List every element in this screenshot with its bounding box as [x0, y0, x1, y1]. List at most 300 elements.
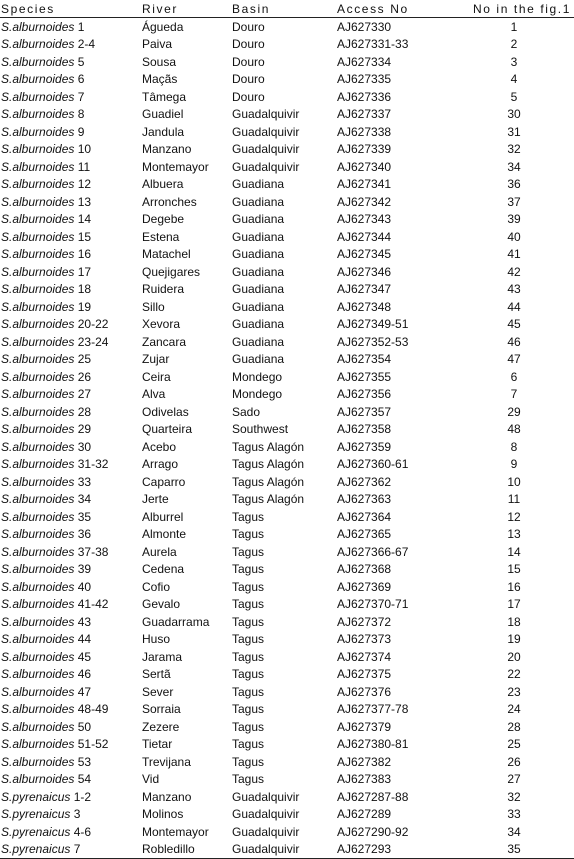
table-row: [0, 438, 574, 456]
basin-cell: Douro: [232, 54, 265, 69]
access-no-cell: AJ627363: [337, 492, 392, 507]
species-name: S.alburnoides: [1, 299, 75, 314]
table-row: [0, 281, 574, 299]
specimen-id: 8: [77, 107, 85, 122]
table-row: [0, 718, 574, 736]
table-row: [0, 141, 574, 159]
table-row: [0, 53, 574, 71]
species-cell: [0, 596, 142, 614]
basin-cell: Douro: [232, 37, 265, 52]
fig-number-cell: 14: [507, 544, 521, 559]
river-cell: Quarteira: [142, 422, 193, 437]
fig-number-cell: 34: [507, 824, 521, 839]
fig-number-cell: 3: [510, 54, 518, 69]
specimen-id: 43: [77, 614, 92, 629]
table-body: [0, 18, 574, 859]
species-name: S.alburnoides: [1, 89, 75, 104]
fig-number-cell: 32: [507, 142, 521, 157]
river-cell: Manzano: [142, 142, 192, 157]
specimen-id: 16: [77, 247, 92, 262]
table-row: [0, 578, 574, 596]
fig-number-cell: 26: [507, 754, 521, 769]
access-no-cell: AJ627287-88: [337, 789, 409, 804]
species-cell: [0, 473, 142, 491]
river-cell: Estena: [142, 229, 180, 244]
species-name: S.alburnoides: [1, 142, 75, 157]
basin-cell: Guadalquivir: [232, 841, 337, 859]
specimen-id: 20-22: [77, 317, 109, 332]
species-name: S.alburnoides: [1, 667, 75, 682]
table-row: [0, 71, 574, 89]
fig-number-cell: 6: [510, 369, 518, 384]
specimen-id: 11: [77, 159, 91, 174]
specimen-id: 45: [77, 649, 92, 664]
species-name: S.alburnoides: [1, 737, 75, 752]
table-row: [0, 246, 574, 264]
species-cell: [0, 228, 142, 246]
access-no-cell: AJ627360-61: [337, 457, 409, 472]
basin-cell: Guadiana: [232, 194, 285, 209]
access-no-cell: AJ627340: [337, 159, 392, 174]
species-cell: [0, 106, 142, 124]
basin-cell: Guadalquivir: [232, 789, 300, 804]
fig-number-cell: 13: [507, 527, 521, 542]
table-row: [0, 736, 574, 754]
specimen-id: 30: [77, 439, 92, 454]
basin-cell: Guadalquivir: [232, 107, 300, 122]
species-cell: [0, 806, 142, 824]
table-row: [0, 211, 574, 229]
table-row: [0, 193, 574, 211]
species-name: S.pyrenaicus: [1, 824, 71, 839]
fig-number-cell: 31: [507, 124, 521, 139]
river-cell: Paiva: [142, 37, 173, 52]
species-cell: [0, 36, 142, 54]
species-name: S.alburnoides: [1, 177, 75, 192]
basin-cell: Guadalquivir: [232, 824, 300, 839]
river-cell: Sertã: [142, 667, 171, 682]
access-no-cell: AJ627334: [337, 54, 392, 69]
table-row: [0, 841, 574, 859]
fig-number-cell: 18: [507, 614, 521, 629]
access-no-cell: AJ627372: [337, 614, 392, 629]
specimen-id: 7: [73, 842, 81, 857]
species-name: S.alburnoides: [1, 527, 75, 542]
species-name: S.alburnoides: [1, 544, 75, 559]
fig-number-cell: 32: [507, 789, 521, 804]
specimen-id: 23-24: [77, 334, 109, 349]
access-no-cell: AJ627357: [337, 404, 392, 419]
fig-number-cell: 41: [507, 247, 521, 262]
river-cell: Maçãs: [142, 72, 178, 87]
species-name: S.alburnoides: [1, 159, 75, 174]
species-cell: [0, 316, 142, 334]
header-species: Species: [0, 0, 142, 18]
specimen-id: 46: [77, 667, 92, 682]
river-cell: Montemayor: [142, 159, 209, 174]
header-basin: Basin: [232, 0, 337, 18]
basin-cell: Guadiana: [232, 352, 285, 367]
species-cell: [0, 141, 142, 159]
fig-number-cell: 2: [510, 37, 518, 52]
species-name: S.pyrenaicus: [1, 807, 71, 822]
specimen-id: 25: [77, 352, 92, 367]
species-cell: [0, 666, 142, 684]
river-cell: Cofio: [142, 579, 171, 594]
river-cell: Huso: [142, 632, 171, 647]
species-name: S.alburnoides: [1, 632, 75, 647]
access-no-cell: AJ627366-67: [337, 544, 409, 559]
access-no-cell: AJ627349-51: [337, 317, 409, 332]
species-cell: [0, 88, 142, 106]
species-name: S.alburnoides: [1, 317, 75, 332]
species-cell: [0, 578, 142, 596]
table-row: [0, 596, 574, 614]
basin-cell: Guadiana: [232, 282, 285, 297]
fig-number-cell: 44: [507, 299, 521, 314]
access-no-cell: AJ627374: [337, 649, 392, 664]
basin-cell: Douro: [232, 72, 265, 87]
basin-cell: Tagus Alagón: [232, 439, 305, 454]
fig-number-cell: 12: [507, 509, 521, 524]
species-cell: [0, 631, 142, 649]
table-row: [0, 158, 574, 176]
access-no-cell: AJ627358: [337, 422, 392, 437]
species-name: S.alburnoides: [1, 19, 75, 34]
specimen-id: 39: [77, 562, 92, 577]
species-name: S.alburnoides: [1, 352, 75, 367]
specimen-id: 26: [77, 369, 92, 384]
specimen-id: 4-6: [73, 824, 92, 839]
species-cell: [0, 123, 142, 141]
basin-cell: Sado: [232, 404, 261, 419]
access-no-cell: AJ627290-92: [337, 824, 409, 839]
basin-cell: Tagus: [232, 754, 265, 769]
species-cell: [0, 298, 142, 316]
river-cell: Sever: [142, 684, 174, 699]
river-cell: Tietar: [142, 737, 173, 752]
basin-cell: Tagus: [232, 614, 265, 629]
species-name: S.pyrenaicus: [1, 842, 71, 857]
species-cell: [0, 788, 142, 806]
access-no-cell: AJ627364: [337, 509, 392, 524]
fig-number-cell: 5: [510, 89, 518, 104]
fig-number-cell: 30: [507, 107, 521, 122]
access-no-cell: AJ627336: [337, 89, 392, 104]
table-row: [0, 526, 574, 544]
specimen-id: 3: [73, 807, 81, 822]
table-row: [0, 228, 574, 246]
river-cell: Gevalo: [142, 597, 181, 612]
specimen-id: 35: [77, 509, 92, 524]
table-row: [0, 666, 574, 684]
species-name: S.alburnoides: [1, 387, 75, 402]
access-no-cell: AJ627354: [337, 352, 392, 367]
table-row: [0, 683, 574, 701]
access-no-cell: AJ627373: [337, 632, 392, 647]
species-cell: [0, 841, 142, 859]
access-no-cell: AJ627376: [337, 684, 392, 699]
access-no-cell: AJ627343: [337, 212, 392, 227]
river-cell: Acebo: [142, 439, 177, 454]
species-name: S.alburnoides: [1, 247, 75, 262]
table-row: [0, 613, 574, 631]
species-name: S.alburnoides: [1, 562, 75, 577]
table-row: [0, 316, 574, 334]
species-name: S.alburnoides: [1, 474, 75, 489]
river-cell: Arrago: [142, 457, 179, 472]
species-cell: [0, 18, 142, 36]
specimen-id: 10: [77, 142, 92, 157]
fig-number-cell: 46: [507, 334, 521, 349]
basin-cell: Guadiana: [232, 229, 285, 244]
access-no-cell: AJ627289: [337, 807, 392, 822]
header-fig-number: No in the fig.1: [454, 0, 574, 18]
specimen-id: 28: [77, 404, 92, 419]
fig-number-cell: 40: [507, 229, 521, 244]
species-cell: [0, 176, 142, 194]
access-no-cell: AJ627382: [337, 754, 392, 769]
access-no-cell: AJ627377-78: [337, 702, 409, 717]
basin-cell: Tagus: [232, 509, 265, 524]
fig-number-cell: 27: [507, 772, 521, 787]
basin-cell: Tagus Alagón: [232, 457, 305, 472]
access-no-cell: AJ627347: [337, 282, 392, 297]
river-cell: Zancara: [142, 334, 187, 349]
species-name: S.pyrenaicus: [1, 789, 71, 804]
basin-cell: Tagus: [232, 737, 265, 752]
fig-number-cell: 9: [510, 457, 518, 472]
fig-number-cell: 16: [507, 579, 521, 594]
species-cell: [0, 351, 142, 369]
access-no-cell: AJ627341: [337, 177, 392, 192]
fig-number-cell: 19: [507, 632, 521, 647]
fig-number-cell: 39: [507, 212, 521, 227]
basin-cell: Tagus: [232, 632, 265, 647]
basin-cell: Guadalquivir: [232, 124, 300, 139]
river-cell: Degebe: [142, 212, 185, 227]
specimen-id: 7: [77, 89, 85, 104]
river-cell: Caparro: [142, 474, 186, 489]
basin-cell: Guadalquivir: [232, 142, 300, 157]
river-cell: Arronches: [142, 194, 197, 209]
river-cell: Zezere: [142, 719, 180, 734]
river-cell: Jerte: [142, 492, 169, 507]
river-cell: Aurela: [142, 544, 177, 559]
fig-number-cell: 25: [507, 737, 521, 752]
fig-number-cell: 35: [454, 841, 574, 859]
specimen-id: 14: [77, 212, 92, 227]
basin-cell: Tagus: [232, 702, 265, 717]
table-row: [0, 176, 574, 194]
access-no-cell: AJ627380-81: [337, 737, 409, 752]
table-row: [0, 106, 574, 124]
basin-cell: Douro: [232, 19, 265, 34]
access-no-cell: AJ627375: [337, 667, 392, 682]
species-cell: [0, 438, 142, 456]
river-cell: Jarama: [142, 649, 183, 664]
species-cell: [0, 211, 142, 229]
species-cell: [0, 526, 142, 544]
river-cell: Albuera: [142, 177, 184, 192]
species-cell: [0, 491, 142, 509]
fig-number-cell: 45: [507, 317, 521, 332]
specimen-id: 47: [77, 684, 92, 699]
fig-number-cell: 48: [507, 422, 521, 437]
species-cell: [0, 71, 142, 89]
basin-cell: Southwest: [232, 422, 289, 437]
species-name: S.alburnoides: [1, 54, 75, 69]
river-cell: Alburrel: [142, 509, 184, 524]
basin-cell: Tagus: [232, 667, 265, 682]
basin-cell: Tagus: [232, 562, 265, 577]
table-row: [0, 648, 574, 666]
specimen-id: 31-32: [77, 457, 109, 472]
species-name: S.alburnoides: [1, 649, 75, 664]
species-cell: [0, 456, 142, 474]
access-no-cell: AJ627335: [337, 72, 392, 87]
fig-number-cell: 8: [510, 439, 518, 454]
river-cell: Guadarrama: [142, 614, 210, 629]
species-name: S.alburnoides: [1, 212, 75, 227]
fig-number-cell: 4: [510, 72, 518, 87]
specimen-id: 51-52: [77, 737, 109, 752]
species-name: S.alburnoides: [1, 194, 75, 209]
basin-cell: Guadiana: [232, 317, 285, 332]
fig-number-cell: 34: [507, 159, 521, 174]
species-name: S.alburnoides: [1, 492, 75, 507]
species-name: S.alburnoides: [1, 702, 75, 717]
species-cell: [0, 718, 142, 736]
access-no-cell: AJ627362: [337, 474, 392, 489]
basin-cell: Tagus: [232, 544, 265, 559]
table-row: [0, 631, 574, 649]
basin-cell: Mondego: [232, 387, 283, 402]
specimen-id: 1-2: [73, 789, 92, 804]
species-cell: [0, 333, 142, 351]
access-no-cell: AJ627370-71: [337, 597, 409, 612]
river-cell: Montemayor: [142, 824, 209, 839]
access-no-cell: AJ627355: [337, 369, 392, 384]
fig-number-cell: 33: [507, 807, 521, 822]
species-name: S.alburnoides: [1, 334, 75, 349]
access-no-cell: AJ627369: [337, 579, 392, 594]
basin-cell: Tagus Alagón: [232, 474, 305, 489]
specimen-id: 15: [77, 229, 92, 244]
river-cell: Robledillo: [142, 841, 232, 859]
table-row: [0, 561, 574, 579]
basin-cell: Tagus: [232, 527, 265, 542]
table-row: [0, 421, 574, 439]
fig-number-cell: 29: [507, 404, 521, 419]
fig-number-cell: 11: [507, 492, 521, 507]
access-no-cell: AJ627365: [337, 527, 392, 542]
fig-number-cell: 28: [507, 719, 521, 734]
river-cell: Trevijana: [142, 754, 191, 769]
access-no-cell: AJ627348: [337, 299, 392, 314]
specimen-id: 5: [77, 54, 85, 69]
species-name: S.alburnoides: [1, 772, 75, 787]
river-cell: Águeda: [142, 19, 184, 34]
fig-number-cell: 47: [507, 352, 521, 367]
table-row: [0, 456, 574, 474]
access-no-cell: AJ627368: [337, 562, 392, 577]
river-cell: Sousa: [142, 54, 177, 69]
access-no-cell: AJ627344: [337, 229, 392, 244]
basin-cell: Tagus: [232, 719, 265, 734]
river-cell: Zujar: [142, 352, 170, 367]
table-row: [0, 823, 574, 841]
river-cell: Sorraia: [142, 702, 181, 717]
table-row: [0, 701, 574, 719]
access-no-cell: AJ627331-33: [337, 37, 409, 52]
header-access-no: Access No: [337, 0, 454, 18]
table-row: [0, 473, 574, 491]
species-cell: [0, 701, 142, 719]
basin-cell: Tagus: [232, 649, 265, 664]
access-no-cell: AJ627293: [337, 841, 454, 859]
specimen-id: 54: [77, 772, 92, 787]
table-row: [0, 298, 574, 316]
species-cell: [0, 263, 142, 281]
table-row: [0, 753, 574, 771]
fig-number-cell: 22: [507, 667, 521, 682]
river-cell: Manzano: [142, 789, 192, 804]
specimen-id: 53: [77, 754, 92, 769]
species-cell: [0, 386, 142, 404]
specimen-id: 48-49: [77, 702, 109, 717]
species-cell: [0, 508, 142, 526]
specimen-id: 13: [77, 194, 92, 209]
basin-cell: Tagus: [232, 579, 265, 594]
table-row: [0, 508, 574, 526]
species-name: S.alburnoides: [1, 404, 75, 419]
specimen-id: 41-42: [77, 597, 109, 612]
specimen-id: 2-4: [77, 37, 96, 52]
river-cell: Xevora: [142, 317, 181, 332]
species-name: S.alburnoides: [1, 754, 75, 769]
fig-number-cell: 42: [507, 264, 521, 279]
species-cell: [0, 561, 142, 579]
species-name: S.alburnoides: [1, 422, 75, 437]
table-row: [0, 368, 574, 386]
fig-number-cell: 24: [507, 702, 521, 717]
specimen-id: 12: [77, 177, 92, 192]
access-no-cell: AJ627356: [337, 387, 392, 402]
species-cell: [0, 823, 142, 841]
basin-cell: Tagus: [232, 597, 265, 612]
species-name: S.alburnoides: [1, 579, 75, 594]
fig-number-cell: 15: [507, 562, 521, 577]
basin-cell: Guadalquivir: [232, 807, 300, 822]
species-name: S.alburnoides: [1, 229, 75, 244]
table-row: [0, 36, 574, 54]
access-no-cell: AJ627342: [337, 194, 392, 209]
access-no-cell: AJ627330: [337, 19, 392, 34]
fig-number-cell: 1: [510, 19, 518, 34]
river-cell: Cedena: [142, 562, 185, 577]
species-name: S.alburnoides: [1, 439, 75, 454]
table-row: [0, 18, 574, 36]
species-cell: [0, 613, 142, 631]
specimen-id: 44: [77, 632, 92, 647]
table-row: [0, 386, 574, 404]
table-row: [0, 88, 574, 106]
basin-cell: Mondego: [232, 369, 283, 384]
access-no-cell: AJ627338: [337, 124, 392, 139]
species-cell: [0, 753, 142, 771]
access-no-cell: AJ627359: [337, 439, 392, 454]
